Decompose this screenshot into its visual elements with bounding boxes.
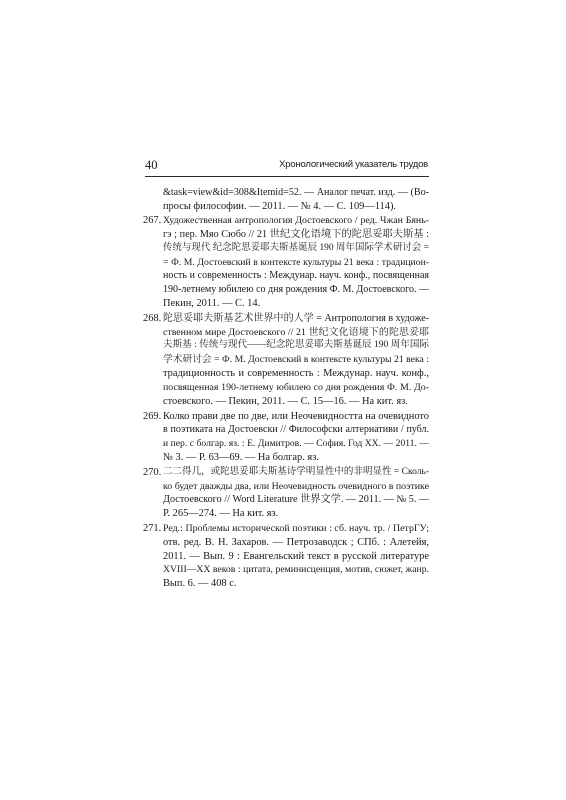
bibliography-entry-267 bbox=[145, 214, 429, 311]
bibliography-entry-269 bbox=[145, 410, 429, 466]
entry-line: 学术研讨会 = Ф. М. Достоевский в контексте культуры 21 века : bbox=[163, 354, 429, 366]
entry-line: традиционность и современность : Междунар. науч. конф., bbox=[163, 368, 429, 380]
entry-line: Р. 265—274. — На кит. яз. bbox=[163, 508, 279, 520]
entry-line: стоевского. — Пекин, 2011. — С. 15—16. — На кит. яз. bbox=[163, 396, 408, 408]
entry-number: 270. bbox=[143, 466, 162, 478]
entry-line: отв. ред. В. Н. Захаров. — Петрозаводск ; СПб. : Алетейя, bbox=[163, 536, 429, 548]
entry-line: просы философии. — 2011. — № 4. — С. 109—114). bbox=[163, 200, 397, 212]
entry-line: гэ ; пер. Мяо Сюбо // 21 世纪文化语境下的陀思妥耶夫斯基 : bbox=[163, 228, 429, 240]
entry-line: Художественная антропология Достоевского / ред. Чжан Бянь- bbox=[163, 214, 429, 226]
entry-line: Ред.: Проблемы исторической поэтики : сб. науч. тр. / ПетрГУ; bbox=[163, 522, 429, 534]
entry-line: Пекин, 2011. — С. 14. bbox=[163, 298, 261, 310]
entry-line: 陀思妥耶夫斯基艺术世界中的人学 = Антропология в художе- bbox=[163, 312, 429, 324]
entry-line: ность и современность : Междунар. науч. конф., посвященная bbox=[163, 270, 429, 282]
entry-line: = Ф. М. Достоевский в контексте культуры 21 века : традицион- bbox=[163, 256, 429, 268]
page-number: 40 bbox=[145, 158, 158, 172]
entry-line: 二二得几，或陀思妥耶夫斯基诗学明显性中的非明显性 = Сколь- bbox=[163, 466, 429, 477]
entry-line: Достоевского // Word Literature 世界文学. — 2011. — № 5. — bbox=[163, 494, 430, 506]
bibliography-entry-268 bbox=[145, 312, 429, 409]
entry-line: в поэтиката на Достоевски // Философски алтернативи / публ. bbox=[163, 424, 429, 436]
entry-line: Колко прави две по две, или Неочевидността на очевидното bbox=[163, 410, 429, 422]
entry-number: 268. bbox=[143, 312, 162, 324]
entry-line: 2011. — Вып. 9 : Евангельский текст в русской литературе bbox=[163, 550, 429, 562]
running-head bbox=[145, 158, 428, 176]
entry-line: 传统与现代 纪念陀思妥耶夫斯基诞辰 190 周年国际学术研讨会 = bbox=[163, 242, 429, 253]
entry-number: 269. bbox=[143, 410, 162, 422]
running-title: Хронологический указатель трудов bbox=[279, 159, 428, 170]
continuation-entry bbox=[145, 186, 429, 214]
entry-line: ко будет дважды два, или Неочевидность очевидного в поэтике bbox=[163, 480, 429, 492]
bibliography-list bbox=[145, 186, 429, 591]
entry-line: 190-летнему юбилею со дня рождения Ф. М. Достоевского. — bbox=[163, 284, 429, 296]
entry-line: ственном мире Достоевского // 21 世纪文化语境下的陀思妥耶 bbox=[163, 326, 429, 338]
header-rule bbox=[145, 176, 429, 177]
entry-line: посвященная 190-летнему юбилею со дня рождения Ф. М. До- bbox=[163, 382, 429, 394]
bibliography-entry-271 bbox=[145, 522, 429, 592]
entry-line: XVIII—XX веков : цитата, реминисценция, мотив, сюжет, жанр. bbox=[163, 564, 429, 576]
entry-line: Вып. 6. — 408 с. bbox=[163, 578, 237, 590]
entry-number: 267. bbox=[143, 214, 162, 226]
entry-line: 夫斯基 : 传统与现代——纪念陀思妥耶夫斯基诞辰 190 周年国际 bbox=[163, 340, 429, 351]
bibliography-entry-270 bbox=[145, 466, 429, 522]
entry-line: и пер. с болгар. яз. : Е. Димитров. — София. Год XX. — 2011. — bbox=[163, 438, 429, 450]
entry-number: 271. bbox=[143, 522, 162, 534]
entry-line: № 3. — Р. 63—69. — На болгар. яз. bbox=[163, 452, 319, 464]
entry-line: &task=view&id=308&Itemid=52. — Аналог печат. изд. — (Во- bbox=[163, 187, 429, 198]
